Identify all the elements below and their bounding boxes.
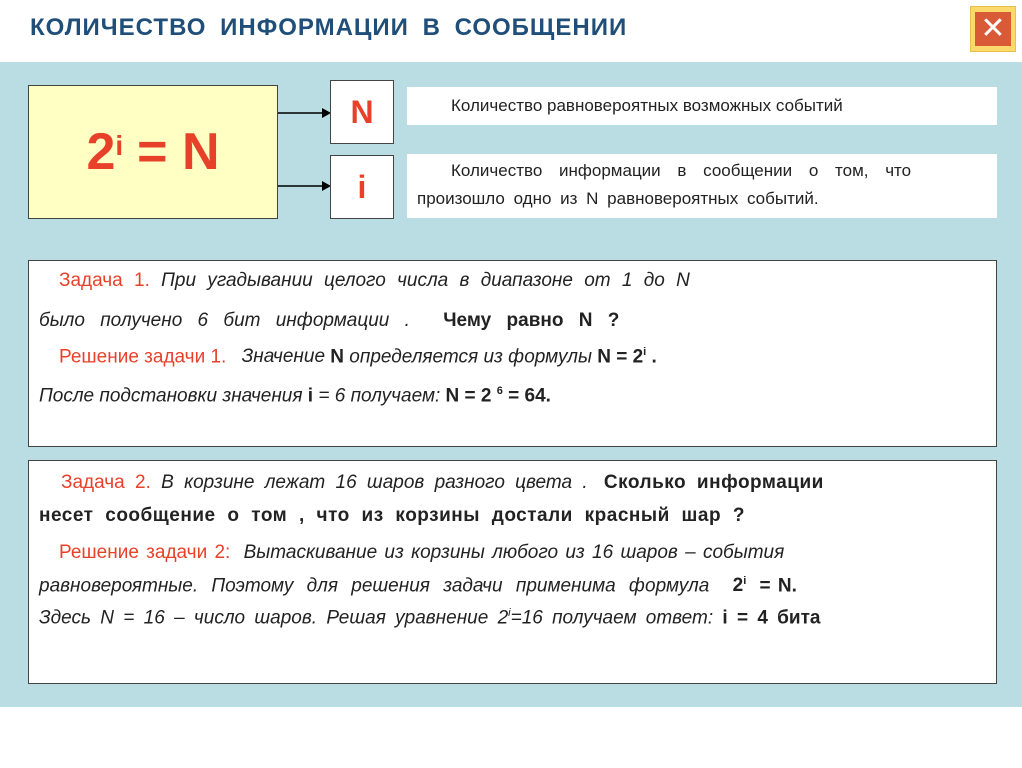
formula-exponent: i [115,130,124,161]
var-symbol-n: N [350,93,374,130]
task1-solution-line2 [39,385,551,407]
task2-q2: несет сообщение о том , что из корзины достали красный шар ? [39,505,745,526]
task1-sol2-i: i [307,385,314,407]
task1-sol1-n: N [330,346,345,368]
task2-sol2: равновероятные. Поэтому для решения задачи применима формула [39,575,710,597]
task1-sol1-a: Значение [241,346,331,368]
task2-sol2-exp: i [743,575,747,587]
var-box-n [330,80,394,144]
task2-q1: Сколько информации [603,472,824,493]
task2-solution-line1 [59,542,784,564]
task1-sol1-b: определяется из формулы [344,346,598,368]
page-title: КОЛИЧЕСТВО ИНФОРМАЦИИ В СООБЩЕНИИ [30,14,628,41]
close-button[interactable] [970,6,1016,52]
content-panel [0,62,1022,707]
definition-n [407,87,997,125]
task1-sol2-end: = 64. [508,385,551,407]
task1-text2: было получено 6 бит информации . [39,310,410,331]
task1-label: Задача 1. [59,270,150,291]
formula-arrows [278,102,333,202]
task1-sol2-exp: 6 [496,385,503,397]
task2-sol3-a: Здесь N = 16 – число шаров. Решая уравнение 2 [39,607,509,629]
task1-sol1-end: . [651,346,657,368]
task2-text1: В корзине лежат 16 шаров разного цвета . [161,472,588,493]
formula-base: 2 [86,123,116,181]
task1-text1: При угадывании целого числа в диапазоне от 1 до N [161,270,690,291]
task2-sol3-b: =16 получаем ответ: [510,607,714,629]
task2-sol3-ans: i = 4 бита [722,607,821,629]
task2-sol2-f: 2 [732,575,744,597]
task1-box [28,260,997,447]
task1-line2 [39,310,619,332]
task2-solution-label: Решение задачи 2: [59,542,231,563]
task2-box [28,460,997,684]
close-icon: ✕ [975,12,1011,46]
task1-sol1-formula: N = 2 [597,346,644,368]
task2-sol2-end: = N. [759,575,797,597]
task1-question: Чему равно N ? [443,310,620,331]
task2-solution-line2 [39,575,797,597]
task1-sol2-res: N = 2 [445,385,492,407]
task2-solution-line3 [39,607,820,629]
definition-n-text: Количество равновероятных возможных событий [451,96,843,115]
definition-i [407,154,997,218]
task1-sol2-b: = 6 получаем: [313,385,446,407]
task1-sol2-a: После подстановки значения [39,385,308,407]
task1-sol1-exp: i [643,346,647,358]
task2-label: Задача 2. [61,472,151,493]
var-symbol-i: i [357,168,367,205]
formula-box [28,85,278,219]
task1-solution-label: Решение задачи 1. [59,346,227,368]
formula-rhs: = N [137,123,220,181]
var-box-i [330,155,394,219]
definition-i-line1: Количество информации в сообщении о том, что [451,161,912,180]
task2-line1 [61,472,824,494]
task2-sol1: Вытаскивание из корзины любого из 16 шаров – события [243,542,785,563]
definition-i-line2: произошло одно из N равновероятных событий. [417,189,819,208]
task1-line1 [59,270,690,292]
task2-sol3-exp: i [508,607,511,619]
task1-solution-line1 [59,346,657,368]
